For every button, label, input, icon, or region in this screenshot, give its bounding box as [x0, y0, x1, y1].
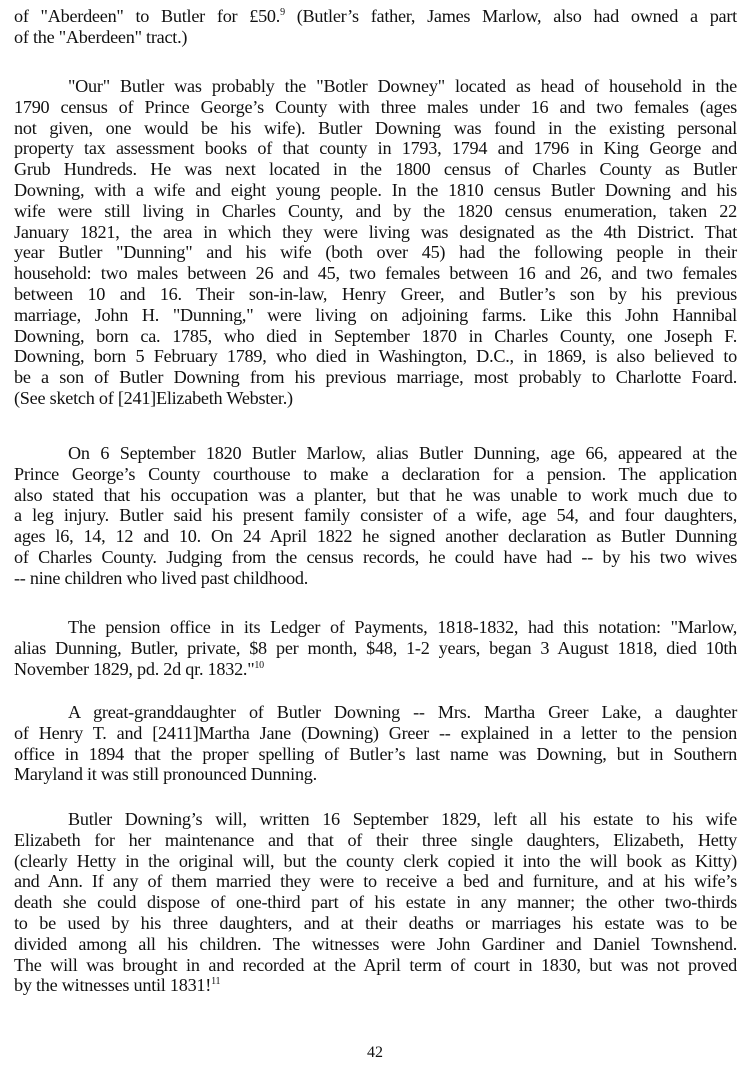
text-line: -- nine children who lived past childhood.	[14, 567, 309, 588]
footnote-marker: 11	[211, 976, 221, 988]
text-line: Prince George’s County courthouse to make a declaration for a pension. The application	[14, 463, 737, 484]
text-line: (See sketch of [241]Elizabeth Webster.)	[14, 387, 293, 408]
text-line: between 10 and 16. Their son-in-law, Henry Greer, and Butler’s son by his previous	[14, 283, 737, 304]
text-line: wife were still living in Charles County, and by the 1820 census enumeration, taken 22	[14, 200, 737, 221]
paragraph	[14, 6, 737, 48]
text-line: of the "Aberdeen" tract.)	[14, 26, 188, 47]
text-line: to be used by his three daughters, and at their deaths or marriages his estate was to be	[14, 912, 737, 933]
paragraph	[14, 76, 737, 409]
text-line: of Henry T. and [2411]Martha Jane (Downing) Greer -- explained in a letter to the pension	[14, 722, 737, 743]
text-line: divided among all his children. The witnesses were John Gardiner and Daniel Townshend.	[14, 933, 737, 954]
text-line: Maryland it was still pronounced Dunning.	[14, 764, 317, 785]
page-number: 42	[367, 1044, 383, 1061]
text-line: Butler Downing’s will, written 16 September 1829, left all his estate to his wife	[68, 809, 737, 829]
text-line: office in 1894 that the proper spelling of Butler’s last name was Downing, but in Southern	[14, 743, 737, 764]
text-line: A great-granddaughter of Butler Downing -- Mrs. Martha Greer Lake, a daughter	[68, 702, 737, 722]
text-line: The pension office in its Ledger of Payments, 1818-1832, had this notation: "Marlow,	[68, 617, 737, 637]
text-line: property tax assessment books of that county in 1793, 1794 and 1796 in King George and	[14, 138, 737, 159]
text-line: death she could dispose of one-third part of his estate in any manner; the other two-thirds	[14, 892, 737, 913]
text-line: household: two males between 26 and 45, two females between 16 and 26, and two females	[14, 263, 737, 284]
text-line: alias Dunning, Butler, private, $8 per month, $48, 1-2 years, began 3 August 1818, died 10th	[14, 637, 737, 658]
text-line: Elizabeth for her maintenance and that of their three single daughters, Elizabeth, Hetty	[14, 829, 737, 850]
text-line: a leg injury. Butler said his present family consister of a wife, age 54, and four daughters,	[14, 505, 737, 526]
text-line: Downing, born ca. 1785, who died in September 1870 in Charles County, one Joseph F.	[14, 325, 737, 346]
paragraph	[14, 617, 737, 679]
text-line: ages l6, 14, 12 and 10. On 24 April 1822 he signed another declaration as Butler Dunning	[14, 526, 737, 547]
text-line: of Charles County. Judging from the census records, he could have had -- by his two wives	[14, 546, 737, 567]
text-line: The will was brought in and recorded at the April term of court in 1830, but was not proved	[14, 954, 737, 975]
text-line: "Our" Butler was probably the "Botler Downey" located as head of household in the	[68, 76, 737, 96]
text-line: Downing, born 5 February 1789, who died in Washington, D.C., in 1869, is also believed to	[14, 346, 737, 367]
text-line: (clearly Hetty in the original will, but the county clerk copied it into the will book as Kitty)	[14, 850, 737, 871]
text-line: November 1829, pd. 2d qr. 1832."$^{10}$	[14, 658, 264, 679]
text-line: year Butler "Dunning" and his wife (both over 45) had the following people in their	[14, 242, 737, 263]
text-line: of "Aberdeen" to Butler for £50.$^9$ (Butler’s father, James Marlow, also had owned a part	[14, 6, 737, 26]
text-line: January 1821, the area in which they were living was designated as the 4th District. That	[14, 221, 737, 242]
footnote-marker: 10	[254, 659, 264, 671]
text-line: be a son of Butler Downing from his previous marriage, most probably to Charlotte Foard.	[14, 367, 737, 388]
text-line: not given, one would be his wife). Butler Downing was found in the existing personal	[14, 117, 737, 138]
paragraph	[14, 702, 737, 785]
text-line: by the witnesses until 1831!$^{11}$	[14, 975, 221, 996]
text-line: On 6 September 1820 Butler Marlow, alias Butler Dunning, age 66, appeared at the	[68, 443, 737, 463]
footnote-marker: 9	[280, 7, 285, 18]
paragraph	[14, 443, 737, 589]
text-line: and Ann. If any of them married they were to receive a bed and furniture, and at his wife’s	[14, 871, 737, 892]
text-line: Downing, with a wife and eight young people. In the 1810 census Butler Downing and his	[14, 179, 737, 200]
text-line: 1790 census of Prince George’s County with three males under 16 and two females (ages	[14, 96, 737, 117]
paragraph	[14, 809, 737, 996]
text-line: marriage, John H. "Dunning," were living on adjoining farms. Like this John Hannibal	[14, 304, 737, 325]
text-line: also stated that his occupation was a planter, but that he was unable to work much due to	[14, 484, 737, 505]
text-line: Grub Hundreds. He was next located in the 1800 census of Charles County as Butler	[14, 159, 737, 180]
